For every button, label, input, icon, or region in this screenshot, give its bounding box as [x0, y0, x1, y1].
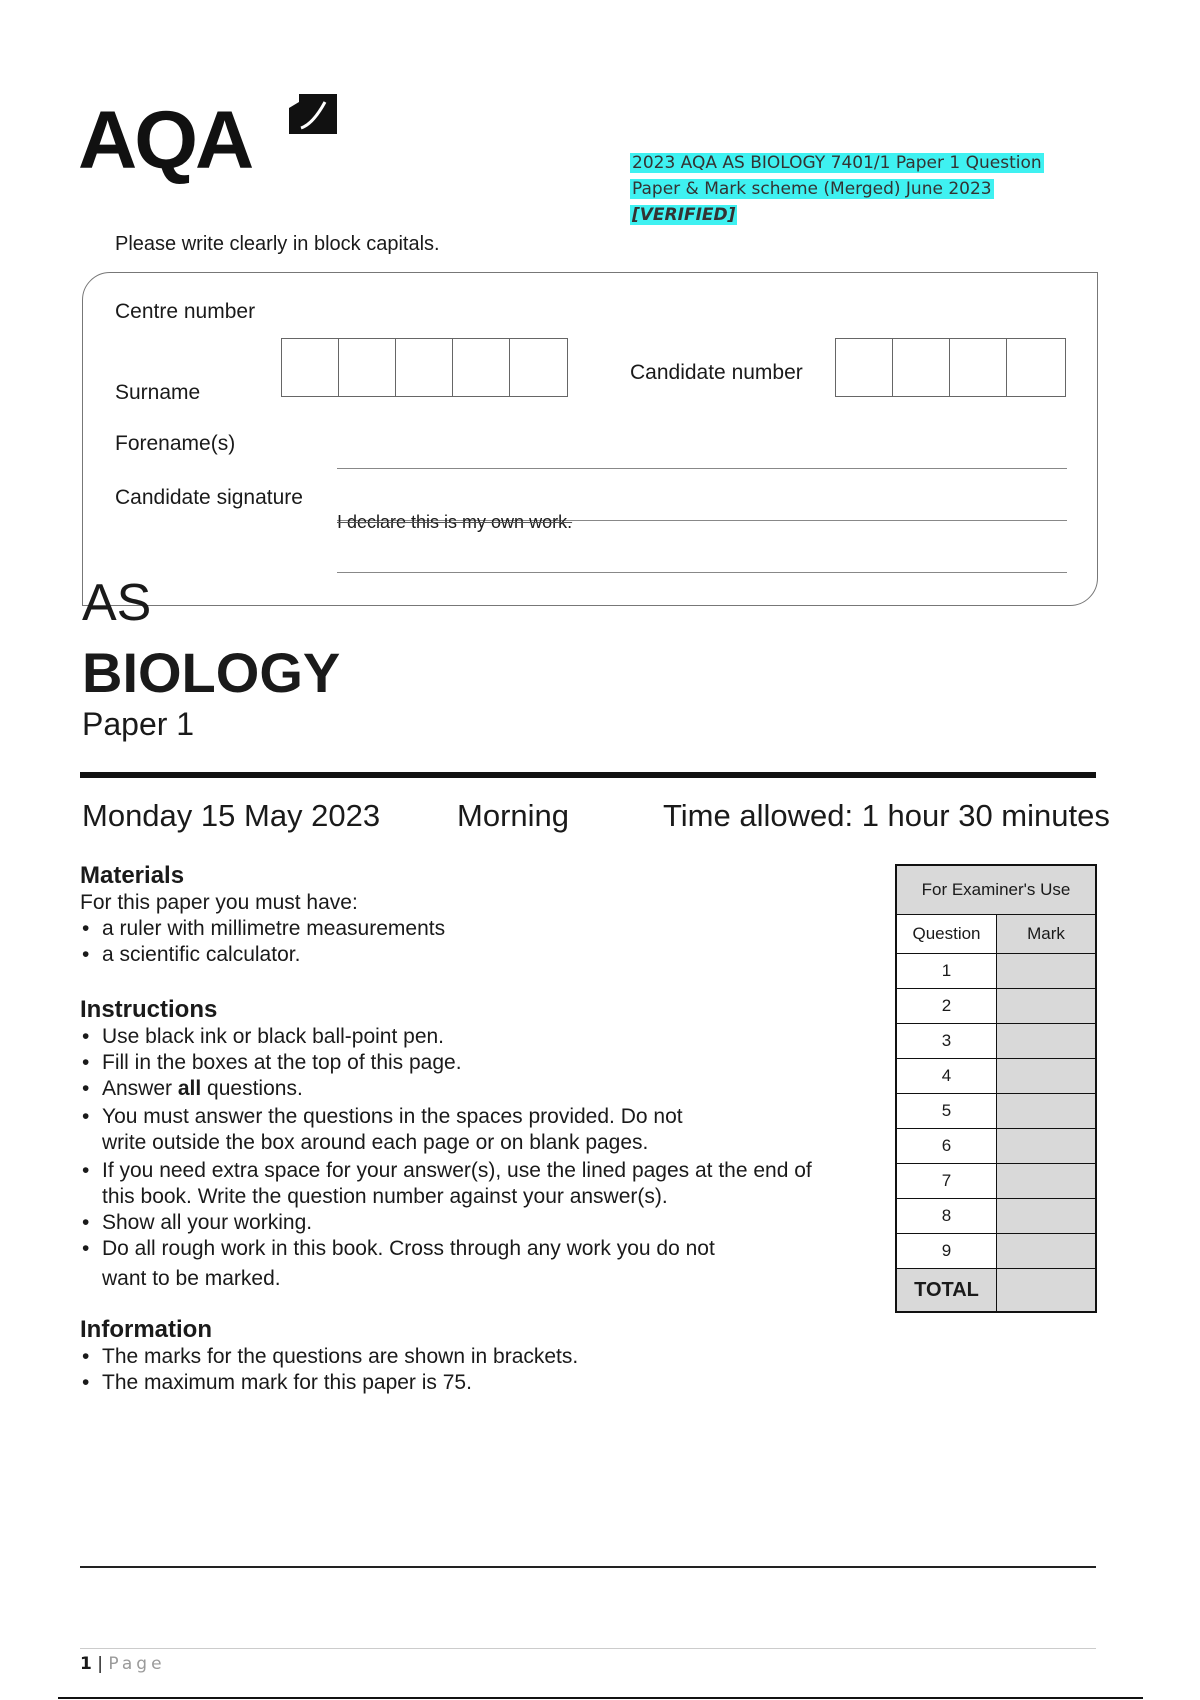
- materials-item: • a ruler with millimetre measurements: [80, 916, 880, 942]
- instruction-item: • Use black ink or black ball-point pen.: [80, 1024, 880, 1050]
- surname-label: Surname: [115, 381, 201, 404]
- candidate-number-digit[interactable]: [893, 339, 950, 396]
- examiner-table-row: [897, 953, 1095, 988]
- mark-header: Mark: [997, 915, 1095, 953]
- candidate-number-digit[interactable]: [950, 339, 1007, 396]
- subject-title: BIOLOGY: [82, 641, 341, 704]
- bottom-divider: [80, 1566, 1096, 1568]
- centre-number-label: Centre number: [115, 300, 256, 323]
- candidate-number-grid[interactable]: [835, 338, 1066, 397]
- paper-title: Paper 1: [82, 706, 195, 742]
- mark-cell: [997, 1024, 1095, 1058]
- examiner-table-row: [897, 1093, 1095, 1128]
- centre-number-digit[interactable]: [339, 339, 396, 396]
- page-word: Page: [108, 1654, 166, 1674]
- centre-number-grid[interactable]: [281, 338, 568, 397]
- question-number: 2: [897, 989, 997, 1023]
- centre-number-digit[interactable]: [510, 339, 567, 396]
- question-number: 4: [897, 1059, 997, 1093]
- question-number: 7: [897, 1164, 997, 1198]
- mark-cell: [997, 989, 1095, 1023]
- exam-date: Monday 15 May 2023: [82, 798, 381, 833]
- instruction-item: • Do all rough work in this book. Cross through any work you do not want to be marked.: [80, 1236, 880, 1296]
- note-line-2: Paper & Mark scheme (Merged) June 2023: [632, 179, 992, 199]
- mark-cell: [997, 1129, 1095, 1163]
- centre-number-digit[interactable]: [453, 339, 510, 396]
- instruction-item: • Answer all questions.: [80, 1076, 880, 1102]
- materials-section: [80, 862, 880, 968]
- examiner-table-title: For Examiner's Use: [897, 866, 1095, 915]
- information-heading: Information: [80, 1316, 212, 1343]
- examiner-table-total-row: [897, 1268, 1095, 1311]
- note-verified: [VERIFIED]: [632, 205, 736, 225]
- question-number: 8: [897, 1199, 997, 1233]
- mark-cell: [997, 1199, 1095, 1233]
- mark-cell: [997, 1094, 1095, 1128]
- forenames-line[interactable]: [337, 468, 1067, 469]
- question-header: Question: [897, 915, 997, 953]
- examiner-table-row: [897, 1163, 1095, 1198]
- materials-item: • a scientific calculator.: [80, 942, 880, 968]
- page-separator: |: [91, 1654, 109, 1674]
- examiner-table-row: [897, 1128, 1095, 1163]
- mark-cell: [997, 954, 1095, 988]
- page-edge-line: [58, 1697, 1143, 1699]
- examiner-table-row: [897, 1233, 1095, 1268]
- materials-heading: Materials: [80, 862, 185, 889]
- examiner-table-header: [897, 915, 1095, 953]
- question-number: 6: [897, 1129, 997, 1163]
- mark-cell: [997, 1234, 1095, 1268]
- document-note: [630, 150, 1070, 228]
- page-footer: [80, 1654, 166, 1674]
- total-mark-cell: [997, 1269, 1095, 1311]
- information-item: • The marks for the questions are shown in brackets.: [80, 1344, 880, 1370]
- mark-cell: [997, 1164, 1095, 1198]
- instruction-item: • If you need extra space for your answer(s), use the lined pages at the end of this book. Write the question number against your answer(s).: [80, 1158, 880, 1210]
- centre-number-digit[interactable]: [396, 339, 453, 396]
- examiner-use-table: [895, 864, 1097, 1313]
- forenames-label: Forename(s): [115, 432, 236, 455]
- declaration-text: I declare this is my own work.: [337, 512, 573, 532]
- block-capitals-instruction: Please write clearly in block capitals.: [115, 233, 440, 255]
- instructions-heading: Instructions: [80, 996, 218, 1023]
- signature-label: Candidate signature: [115, 486, 303, 509]
- instruction-item: • You must answer the questions in the spaces provided. Do not write outside the box around each page or on blank pages.: [80, 1104, 880, 1156]
- instruction-item: • Show all your working.: [80, 1210, 880, 1236]
- materials-intro: For this paper you must have:: [80, 891, 358, 914]
- total-label: TOTAL: [897, 1269, 997, 1311]
- exam-session: Morning: [457, 798, 569, 833]
- question-number: 5: [897, 1094, 997, 1128]
- aqa-logo-text: AQA: [78, 95, 252, 186]
- question-number: 3: [897, 1024, 997, 1058]
- examiner-table-row: [897, 1058, 1095, 1093]
- instruction-item: • Fill in the boxes at the top of this page.: [80, 1050, 880, 1076]
- mark-cell: [997, 1059, 1095, 1093]
- candidate-number-digit[interactable]: [1007, 339, 1064, 396]
- question-number: 9: [897, 1234, 997, 1268]
- examiner-table-row: [897, 988, 1095, 1023]
- information-section: [80, 1316, 880, 1396]
- examiner-table-row: [897, 1023, 1095, 1058]
- candidate-number-label: Candidate number: [630, 361, 803, 384]
- qualification-level: AS: [82, 574, 152, 632]
- candidate-number-digit[interactable]: [836, 339, 893, 396]
- centre-number-digit[interactable]: [282, 339, 339, 396]
- title-divider: [80, 772, 1096, 778]
- aqa-logo-mark-icon: [283, 90, 343, 150]
- examiner-table-row: [897, 1198, 1095, 1233]
- information-item: • The maximum mark for this paper is 75.: [80, 1370, 880, 1396]
- instructions-section: [80, 996, 880, 1296]
- note-line-1: 2023 AQA AS BIOLOGY 7401/1 Paper 1 Question: [632, 153, 1042, 173]
- extra-line[interactable]: [337, 572, 1067, 573]
- time-allowed: Time allowed: 1 hour 30 minutes: [663, 798, 1110, 833]
- page-number: 1: [80, 1654, 92, 1674]
- footer-divider: [80, 1648, 1096, 1649]
- question-number: 1: [897, 954, 997, 988]
